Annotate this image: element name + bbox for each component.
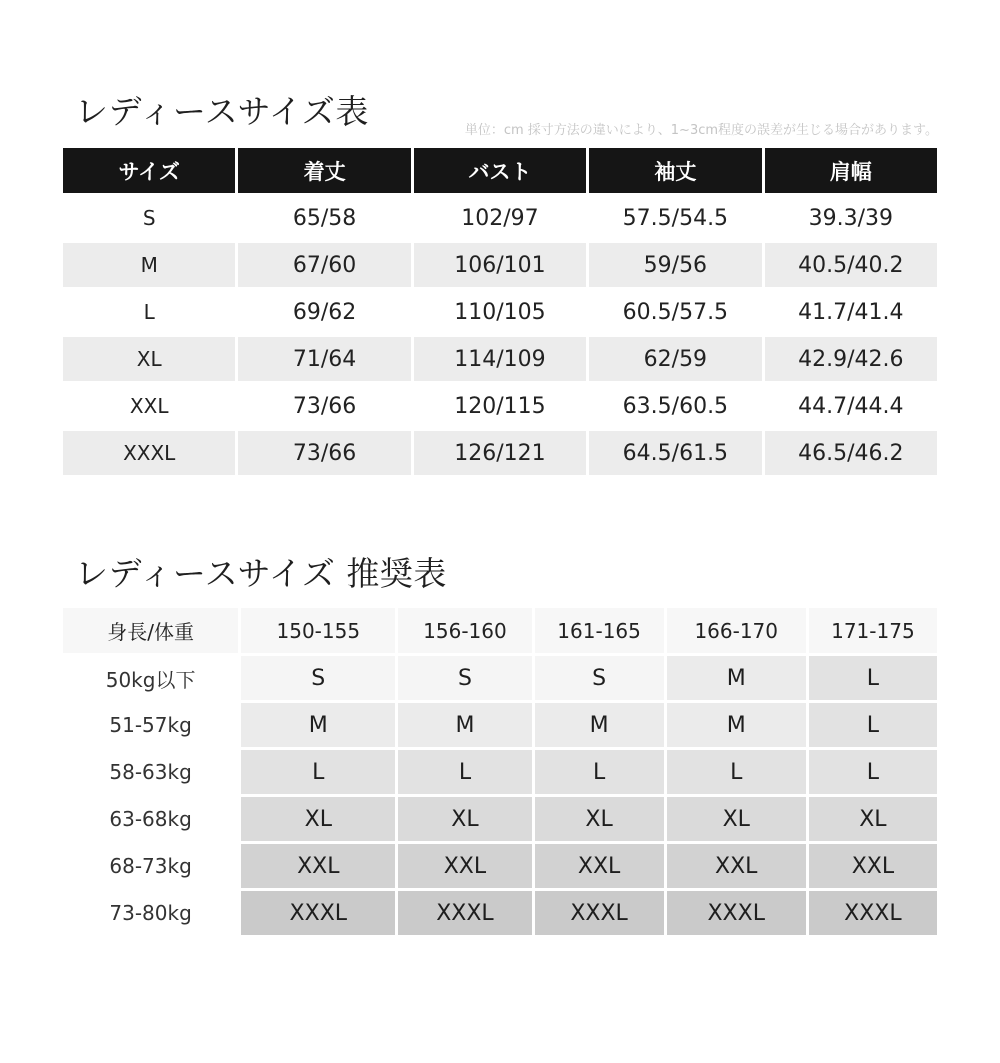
height-header-cell: 161-165 <box>535 608 664 653</box>
recommended-size-cell: XXXL <box>667 891 806 935</box>
measurement-cell: 62/59 <box>589 337 761 381</box>
weight-label-cell: 51-57kg <box>63 703 238 747</box>
recommended-size-cell: M <box>667 703 806 747</box>
measurement-cell: 73/66 <box>238 431 410 475</box>
measurement-cell: 64.5/61.5 <box>589 431 761 475</box>
recommend-row <box>63 891 937 935</box>
weight-label-cell: 50kg以下 <box>63 656 238 700</box>
measurement-cell: 110/105 <box>414 290 586 334</box>
recommended-size-cell: L <box>809 703 937 747</box>
recommended-size-cell: L <box>667 750 806 794</box>
recommended-size-cell: XL <box>535 797 664 841</box>
recommended-size-cell: L <box>535 750 664 794</box>
recommended-size-cell: XXL <box>535 844 664 888</box>
measurement-cell: 102/97 <box>414 196 586 240</box>
measurement-cell: 41.7/41.4 <box>765 290 937 334</box>
size-chart-table <box>60 145 940 478</box>
measurement-cell: 57.5/54.5 <box>589 196 761 240</box>
header-cell: サイズ <box>63 148 235 193</box>
measurement-cell: 69/62 <box>238 290 410 334</box>
recommended-size-cell: S <box>398 656 531 700</box>
measurement-cell: 63.5/60.5 <box>589 384 761 428</box>
measurement-cell: 114/109 <box>414 337 586 381</box>
recommend-row <box>63 797 937 841</box>
measurement-cell: 40.5/40.2 <box>765 243 937 287</box>
size-label-cell: XXXL <box>63 431 235 475</box>
recommended-size-cell: XXL <box>667 844 806 888</box>
size-label-cell: XL <box>63 337 235 381</box>
recommend-row <box>63 750 937 794</box>
recommended-size-cell: L <box>809 750 937 794</box>
size-label-cell: M <box>63 243 235 287</box>
recommended-size-cell: XXXL <box>398 891 531 935</box>
recommended-size-cell: M <box>241 703 395 747</box>
recommend-row <box>63 656 937 700</box>
size-row <box>63 243 937 287</box>
recommend-row <box>63 844 937 888</box>
size-row <box>63 290 937 334</box>
weight-label-cell: 73-80kg <box>63 891 238 935</box>
height-header-cell: 150-155 <box>241 608 395 653</box>
size-chart-title: レディースサイズ表 <box>75 92 369 131</box>
header-cell: バスト <box>414 148 586 193</box>
measurement-cell: 120/115 <box>414 384 586 428</box>
size-chart-header-row <box>63 148 937 193</box>
recommended-size-cell: XL <box>809 797 937 841</box>
height-header-cell: 156-160 <box>398 608 531 653</box>
recommended-size-cell: XXL <box>398 844 531 888</box>
size-row <box>63 384 937 428</box>
header-cell: 肩幅 <box>765 148 937 193</box>
recommended-size-cell: XXL <box>809 844 937 888</box>
recommended-size-cell: XL <box>241 797 395 841</box>
measurement-cell: 60.5/57.5 <box>589 290 761 334</box>
measurement-note: 単位：cm 採寸方法の違いにより、1~3cm程度の誤差が生じる場合があります。 <box>464 123 938 138</box>
recommended-size-cell: XL <box>398 797 531 841</box>
size-label-cell: XXL <box>63 384 235 428</box>
height-header-cell: 171-175 <box>809 608 937 653</box>
measurement-cell: 73/66 <box>238 384 410 428</box>
measurement-cell: 46.5/46.2 <box>765 431 937 475</box>
size-row <box>63 337 937 381</box>
weight-label-cell: 58-63kg <box>63 750 238 794</box>
recommend-row <box>63 703 937 747</box>
recommended-size-cell: XXL <box>241 844 395 888</box>
recommended-size-cell: XXXL <box>241 891 395 935</box>
recommended-size-cell: L <box>241 750 395 794</box>
recommended-size-cell: S <box>535 656 664 700</box>
size-row <box>63 431 937 475</box>
measurement-cell: 65/58 <box>238 196 410 240</box>
recommended-size-cell: M <box>535 703 664 747</box>
recommended-size-cell: XL <box>667 797 806 841</box>
recommend-chart-title: レディースサイズ 推奨表 <box>75 554 447 593</box>
measurement-cell: 44.7/44.4 <box>765 384 937 428</box>
size-row <box>63 196 937 240</box>
measurement-cell: 59/56 <box>589 243 761 287</box>
weight-label-cell: 68-73kg <box>63 844 238 888</box>
recommend-chart-table <box>60 605 940 938</box>
recommended-size-cell: S <box>241 656 395 700</box>
size-label-cell: L <box>63 290 235 334</box>
weight-label-cell: 63-68kg <box>63 797 238 841</box>
recommended-size-cell: XXXL <box>809 891 937 935</box>
measurement-cell: 67/60 <box>238 243 410 287</box>
measurement-cell: 39.3/39 <box>765 196 937 240</box>
corner-label: 身長/体重 <box>63 608 238 653</box>
measurement-cell: 126/121 <box>414 431 586 475</box>
size-label-cell: S <box>63 196 235 240</box>
measurement-cell: 42.9/42.6 <box>765 337 937 381</box>
recommend-header-row <box>63 608 937 653</box>
recommended-size-cell: XXXL <box>535 891 664 935</box>
measurement-cell: 106/101 <box>414 243 586 287</box>
header-cell: 袖丈 <box>589 148 761 193</box>
recommended-size-cell: L <box>809 656 937 700</box>
height-header-cell: 166-170 <box>667 608 806 653</box>
measurement-cell: 71/64 <box>238 337 410 381</box>
header-cell: 着丈 <box>238 148 410 193</box>
recommended-size-cell: M <box>667 656 806 700</box>
recommended-size-cell: L <box>398 750 531 794</box>
recommended-size-cell: M <box>398 703 531 747</box>
